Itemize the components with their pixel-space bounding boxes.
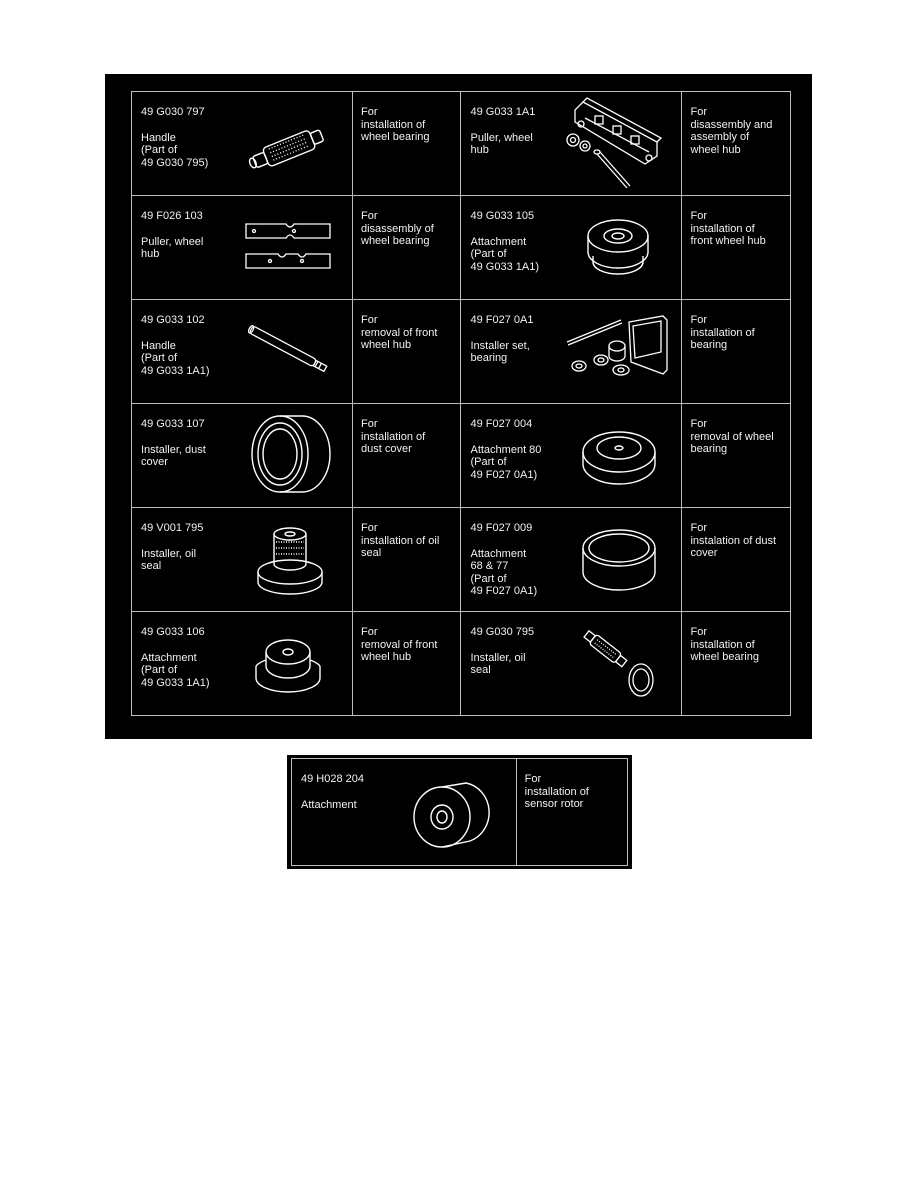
tool-cell [132,300,353,404]
additional-tool-panel [287,755,632,869]
tool-purpose: For installation of sensor rotor [524,773,589,810]
tool-cell [292,759,517,866]
tool-description: Attachment (Part of 49 G033 1A1) [141,651,210,689]
tool-number: 49 G030 795 [470,626,535,638]
purpose-cell [682,196,791,300]
special-tools-table [131,91,791,716]
tool-purpose: For removal of front wheel hub [361,314,438,351]
table-row [132,196,791,300]
purpose-cell [353,92,461,196]
tool-cell [132,508,353,612]
table-row [292,759,628,866]
purpose-cell [682,404,791,508]
tool-number: 49 F027 0A1 [470,314,534,326]
tool-description: Attachment 80 (Part of 49 F027 0A1) [470,443,542,481]
tool-number: 49 V001 795 [141,522,204,534]
purpose-cell [682,92,791,196]
purpose-cell [682,612,791,716]
tool-description: Attachment 68 & 77 (Part of 49 F027 0A1) [470,547,538,597]
tool-purpose: For installation of wheel bearing [690,626,759,663]
purpose-cell [682,508,791,612]
tool-description: Installer, oil seal [470,651,526,676]
tool-cell [461,92,682,196]
tool-number: 49 G033 106 [141,626,205,638]
purpose-cell [353,508,461,612]
purpose-cell [516,759,627,866]
tool-description: Installer, oil seal [141,547,197,572]
tool-cell [132,404,353,508]
purpose-cell [353,404,461,508]
tool-description: Installer set, bearing [470,339,530,364]
tool-description: Puller, wheel hub [141,235,204,260]
puller-plates-icon [242,220,336,276]
handle-tool-icon [240,114,340,176]
table-row [132,508,791,612]
tool-purpose: For disassembly and assembly of wheel hub [690,106,773,156]
installer-set-icon [557,312,677,390]
tool-description: Attachment (Part of 49 G033 1A1) [470,235,539,273]
special-tools-panel [105,74,812,739]
tool-number: 49 G033 107 [141,418,205,430]
tool-purpose: For removal of wheel bearing [690,418,774,455]
tool-purpose: For installation of dust cover [361,418,426,455]
installer-kit-icon [571,618,661,708]
handle-rod-icon [240,320,340,380]
tool-cell [461,508,682,612]
tool-cell [461,404,682,508]
tool-number: 49 F027 009 [470,522,533,534]
tool-number: 49 F026 103 [141,210,203,222]
purpose-cell [353,612,461,716]
tool-number: 49 F027 004 [470,418,533,430]
tool-purpose: For instalation of dust cover [690,522,777,559]
tool-cell [132,92,353,196]
tool-cell [132,612,353,716]
tool-description: Puller, wheel hub [470,131,533,156]
ring-installer-icon [246,408,332,504]
oil-seal-installer-icon [252,524,328,600]
purpose-cell [682,300,791,404]
attachment-disc-icon [577,526,661,596]
tool-number: 49 G030 797 [141,106,205,118]
tool-purpose: For installation of front wheel hub [690,210,766,247]
table-row [132,404,791,508]
tool-number: 49 G033 102 [141,314,205,326]
tool-description: Installer, dust cover [141,443,206,468]
tool-description: Handle (Part of 49 G033 1A1) [141,339,210,377]
purpose-cell [353,196,461,300]
tool-purpose: For removal of front wheel hub [361,626,438,663]
table-row [132,92,791,196]
table-row [132,300,791,404]
tool-number: 49 H028 204 [301,773,364,785]
tool-number: 49 G033 105 [470,210,535,222]
attachment-cup-icon [577,424,661,494]
tool-number: 49 G033 1A1 [470,106,536,118]
tool-description: Attachment [301,798,357,811]
puller-set-icon [561,94,679,194]
tool-purpose: For installation of wheel bearing [361,106,430,143]
tool-cell [461,612,682,716]
table-row [132,612,791,716]
tool-cell [461,300,682,404]
tool-cell [461,196,682,300]
tool-cell [132,196,353,300]
attachment-small-icon [250,630,326,702]
tool-purpose: For disassembly of wheel bearing [361,210,434,247]
attachment-roller-icon [408,769,498,859]
tool-purpose: For installation of oil seal [361,522,440,559]
purpose-cell [353,300,461,404]
tool-description: Handle (Part of 49 G030 795) [141,131,209,169]
tool-purpose: For installation of bearing [690,314,755,351]
additional-tool-table [291,758,628,866]
attachment-icon [583,214,653,280]
